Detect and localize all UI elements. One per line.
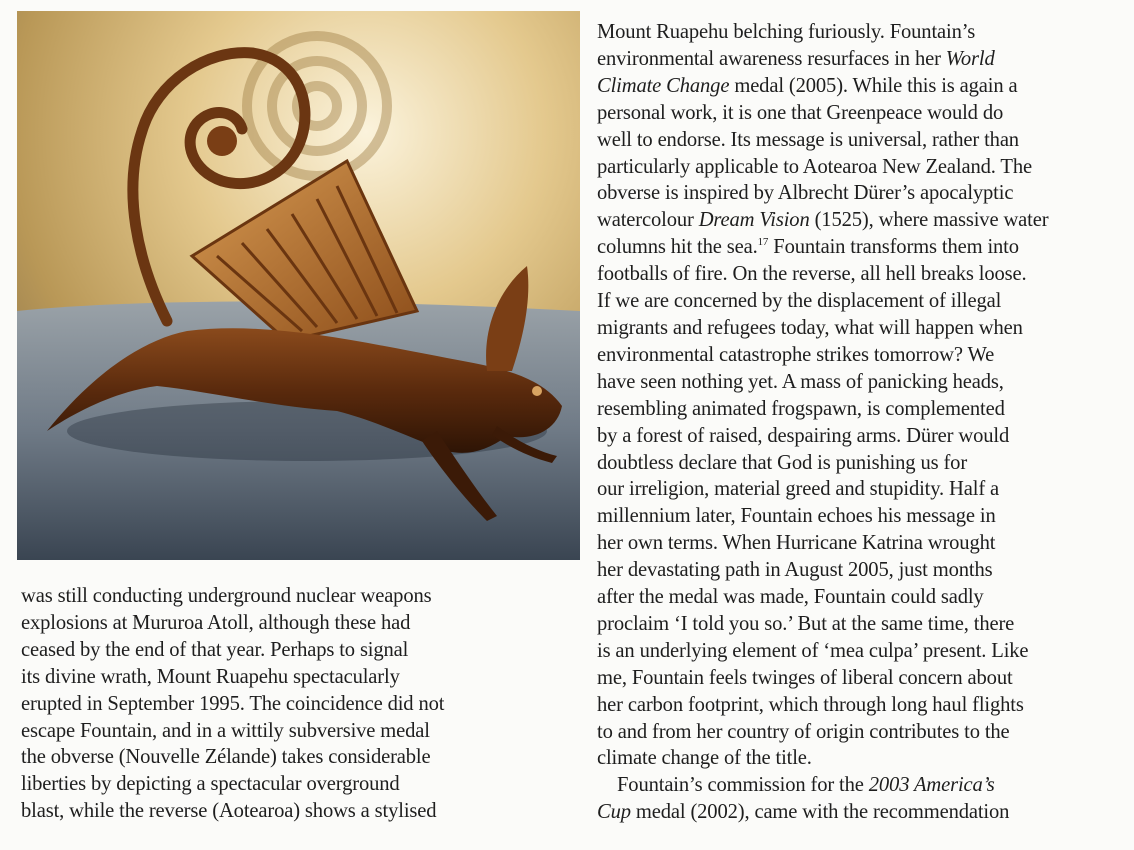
text-line: escape Fountain, and in a wittily subversive medal — [21, 719, 430, 742]
text-line: by a forest of raised, despairing arms. Dürer would — [597, 424, 1010, 447]
text-line — [597, 772, 1132, 799]
text-line: was still conducting underground nuclear weapons — [21, 585, 432, 607]
text-line: is an underlying element of ‘mea culpa’ present. Like — [597, 639, 1029, 662]
text-line: her devastating path in August 2005, just months — [597, 559, 993, 582]
text-run: Fountain’s commission for the — [617, 774, 869, 797]
work-title: Cup — [597, 801, 631, 824]
text-line: erupted in September 1995. The coincidence did not — [21, 692, 445, 715]
footnote-ref: 17 — [757, 236, 769, 249]
text-line: the obverse (Nouvelle Zélande) takes considerable — [21, 746, 431, 769]
text-line: resembling animated frogspawn, is complemented — [597, 397, 1005, 420]
text-line — [597, 73, 1132, 100]
text-run: medal (2002), came with the recommendation — [630, 801, 1010, 824]
text-line: after the medal was made, Fountain could sadly — [597, 586, 984, 609]
text-line: ceased by the end of that year. Perhaps to signal — [21, 638, 409, 661]
text-line: her own terms. When Hurricane Katrina wrought — [597, 532, 996, 555]
text-line: me, Fountain feels twinges of liberal concern about — [597, 666, 1013, 689]
work-title: Climate Change — [597, 74, 730, 97]
sculpture-image — [17, 11, 580, 560]
sculpture-photo — [17, 11, 580, 560]
text-line: particularly applicable to Aotearoa New Zealand. The — [597, 155, 1032, 178]
text-line: personal work, it is one that Greenpeace would do — [597, 101, 1004, 124]
work-title: Dream Vision — [698, 209, 810, 232]
work-title: 2003 America’s — [868, 774, 995, 797]
text-line: doubtless declare that God is punishing us for — [597, 451, 968, 474]
text-run: watercolour — [597, 209, 699, 232]
text-run: (1525), where massive water — [809, 209, 1049, 232]
text-line: to and from her country of origin contributes to the — [597, 720, 1010, 743]
text-line: explosions at Mururoa Atoll, although these had — [21, 611, 411, 634]
right-text-column — [597, 19, 1132, 826]
text-run: medal (2005). While this is again a — [729, 74, 1018, 97]
text-line: have seen nothing yet. A mass of panicking heads, — [597, 370, 1004, 393]
text-run: Fountain transforms them into — [768, 236, 1019, 259]
left-text-column — [21, 583, 561, 825]
text-line: environmental catastrophe strikes tomorrow? We — [597, 343, 995, 366]
text-line: climate change of the title. — [597, 747, 812, 770]
text-line: millennium later, Fountain echoes his message in — [597, 505, 996, 528]
text-line: its divine wrath, Mount Ruapehu spectacularly — [21, 665, 400, 688]
text-line: migrants and refugees today, what will happen when — [597, 316, 1023, 339]
text-line: proclaim ‘I told you so.’ But at the same time, there — [597, 612, 1015, 635]
work-title: World — [945, 47, 995, 70]
text-line: obverse is inspired by Albrecht Dürer’s apocalyptic — [597, 182, 1014, 205]
text-line: liberties by depicting a spectacular overground — [21, 773, 400, 796]
text-line: our irreligion, material greed and stupidity. Half a — [597, 478, 1000, 501]
text-run: columns hit the sea. — [597, 236, 758, 259]
text-line: footballs of fire. On the reverse, all hell breaks loose. — [597, 263, 1027, 286]
text-line: well to endorse. Its message is universal, rather than — [597, 128, 1019, 151]
text-line — [597, 207, 1132, 234]
text-line — [597, 46, 1132, 73]
text-line — [597, 799, 1132, 826]
text-line: blast, while the reverse (Aotearoa) shows a stylised — [21, 800, 437, 823]
text-run: environmental awareness resurfaces in her — [597, 47, 946, 70]
text-line: her carbon footprint, which through long haul flights — [597, 693, 1024, 716]
text-line: Mount Ruapehu belching furiously. Fountain’s — [597, 21, 976, 43]
text-line — [597, 234, 1132, 261]
text-line: If we are concerned by the displacement of illegal — [597, 290, 1002, 313]
